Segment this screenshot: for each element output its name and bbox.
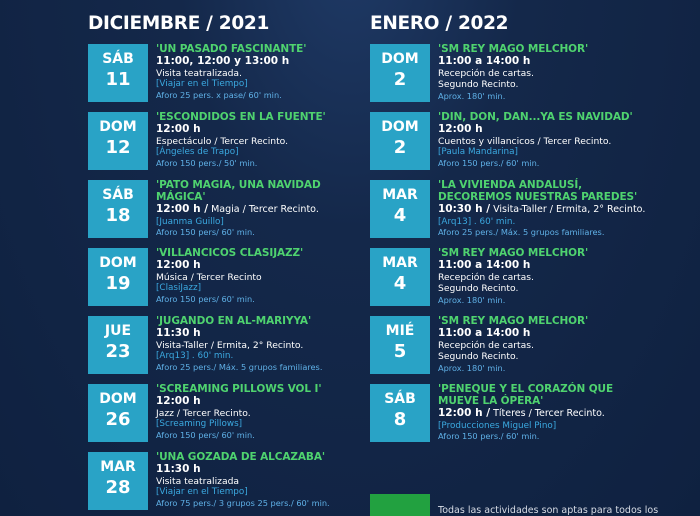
date-box: [88, 44, 148, 102]
event-info: [156, 43, 356, 100]
event-time-value: 12:00 h: [156, 259, 201, 271]
event-day-number: 5: [393, 341, 407, 362]
event-time-value: 11:00 a 14:00 h: [438, 55, 531, 67]
event-weekday: SÁB: [102, 187, 134, 203]
event-description: Recepción de cartas.: [438, 271, 534, 283]
event-time: [438, 259, 670, 272]
event-title: 'SCREAMING PILLOWS VOL I': [156, 383, 322, 395]
event-capacity: Aforo 150 pers./ 60' min.: [438, 431, 540, 441]
event-description: Visita teatralizada: [156, 475, 240, 487]
event-item: [370, 44, 670, 112]
event-title: 'UNA GOZADA DE ALCAZABA': [156, 451, 325, 463]
event-time-value: 12:00 h /: [438, 407, 491, 419]
event-title: 'SM REY MAGO MELCHOR': [438, 43, 589, 55]
event-time-value: 11:30 h: [156, 327, 201, 339]
month-heading: ENERO / 2022: [370, 13, 509, 34]
event-time: [156, 203, 356, 217]
event-item: [88, 112, 356, 180]
event-weekday: MAR: [100, 459, 136, 475]
event-description: Visita-Taller / Ermita, 2° Recinto.: [156, 339, 304, 351]
date-box: [88, 248, 148, 306]
event-company: [Producciones Miguel Pino]: [438, 420, 557, 431]
event-item: [370, 316, 670, 384]
event-day-number: 12: [105, 137, 131, 158]
event-day-number: 4: [393, 205, 407, 226]
event-time-value: 12:00 h: [156, 395, 201, 407]
event-description: Música / Tercer Recinto: [156, 271, 262, 283]
event-time: [438, 203, 670, 217]
event-time: [156, 395, 356, 408]
event-capacity: Aforo 150 pers./ 50' min.: [156, 157, 258, 168]
event-activity: Títeres / Tercer Recinto.: [490, 408, 605, 419]
event-info: [438, 179, 670, 238]
event-info: [438, 383, 670, 442]
event-time: [156, 327, 356, 340]
event-description: Recepción de cartas.: [438, 339, 534, 351]
event-title: 'LA VIVIENDA ANDALUSÍ,: [438, 179, 583, 191]
event-title: MÁGICA': [156, 191, 206, 203]
event-item: [370, 112, 670, 180]
event-item: [88, 248, 356, 316]
event-item: [370, 248, 670, 316]
event-capacity: Aforo 150 pers./ 60' min.: [438, 157, 540, 168]
event-title: 'VILLANCICOS CLASIJAZZ': [156, 247, 304, 259]
event-day-number: 26: [105, 409, 131, 430]
event-description: Visita teatralizada.: [156, 67, 242, 79]
event-title: 'DIN, DON, DAN...YA ES NAVIDAD': [438, 111, 633, 123]
event-info: [156, 315, 356, 372]
event-capacity: Aforo 25 pers./ Máx. 5 grupos familiares.: [156, 361, 323, 372]
event-weekday: MAR: [382, 187, 418, 203]
event-time-value: 11:30 h: [156, 463, 201, 475]
event-info: [156, 179, 356, 238]
event-info: [156, 383, 356, 440]
event-title: MUEVE LA ÓPERA': [438, 395, 544, 407]
event-time-value: 11:00, 12:00 y 13:00 h: [156, 55, 290, 67]
event-weekday: DOM: [381, 119, 419, 135]
event-day-number: 11: [105, 69, 131, 90]
event-day-number: 2: [393, 137, 407, 158]
event-weekday: DOM: [99, 391, 137, 407]
date-box: [88, 384, 148, 442]
event-time: [156, 463, 356, 476]
event-weekday: SÁB: [384, 391, 416, 407]
event-item: [370, 180, 670, 248]
date-box: [370, 180, 430, 238]
event-capacity: Aprox. 180' min.: [438, 90, 506, 101]
event-activity: Magia / Tercer Recinto.: [208, 204, 319, 215]
event-weekday: MIÉ: [385, 323, 415, 339]
date-box: [88, 180, 148, 238]
event-time: [156, 259, 356, 272]
event-description: Jazz / Tercer Recinto.: [156, 407, 251, 419]
month-heading: DICIEMBRE / 2021: [88, 13, 270, 34]
date-box: [88, 316, 148, 374]
date-box: [370, 384, 430, 442]
event-title: 'JUGANDO EN AL-MARIYYA': [156, 315, 312, 327]
event-description: Recepción de cartas.: [438, 67, 534, 79]
event-company: [Viajar en el Tiempo]: [156, 487, 248, 497]
event-time-value: 11:00 a 14:00 h: [438, 259, 531, 271]
event-weekday: DOM: [99, 119, 137, 135]
event-day-number: 19: [105, 273, 131, 294]
event-capacity: Aforo 25 pers. x pase/ 60' min.: [156, 89, 282, 100]
event-capacity: Aforo 75 pers./ 3 grupos 25 pers./ 60' min.: [156, 497, 330, 508]
event-time-value: 12:00 h: [156, 123, 201, 135]
event-day-number: 8: [393, 409, 407, 430]
event-company: [Juanma Guillo]: [156, 216, 224, 227]
event-day-number: 18: [105, 205, 131, 226]
event-info: [156, 247, 356, 304]
event-day-number: 4: [393, 273, 407, 294]
event-description: Cuentos y villancicos / Tercer Recinto.: [438, 135, 612, 147]
event-capacity: Aprox. 180' min.: [438, 294, 506, 305]
event-time: [156, 55, 356, 68]
event-title: 'ESCONDIDOS EN LA FUENTE': [156, 111, 326, 123]
date-box: [370, 44, 430, 102]
event-info: [438, 315, 670, 373]
event-info: [438, 247, 670, 305]
event-weekday: SÁB: [102, 51, 134, 67]
event-title: DECOREMOS NUESTRAS PAREDES': [438, 191, 638, 203]
event-capacity: Aprox. 180' min.: [438, 362, 506, 373]
event-weekday: DOM: [381, 51, 419, 67]
event-description: Segundo Recinto.: [438, 283, 519, 294]
event-weekday: JUE: [104, 323, 132, 339]
date-box: [370, 112, 430, 170]
event-title: 'UN PASADO FASCINANTE': [156, 43, 307, 55]
footer-badge: [370, 494, 430, 516]
event-info: [156, 111, 356, 168]
event-weekday: DOM: [99, 255, 137, 271]
event-title: 'PENEQUE Y EL CORAZÓN QUE: [438, 383, 614, 395]
event-item: [88, 452, 356, 516]
event-time: [438, 407, 670, 421]
event-time: [156, 123, 356, 136]
footer-note: Todas las actividades son aptas para todos los: [438, 505, 659, 516]
event-description: Segundo Recinto.: [438, 351, 519, 362]
event-title: 'PATO MAGIA, UNA NAVIDAD: [156, 179, 321, 191]
event-time-value: 12:00 h /: [156, 203, 209, 215]
january-column: [370, 0, 670, 452]
event-company: [Arq13] . 60' min.: [156, 351, 234, 361]
event-description: Segundo Recinto.: [438, 79, 519, 90]
event-company: [ClasiJazz]: [156, 283, 202, 293]
date-box: [88, 112, 148, 170]
event-weekday: MAR: [382, 255, 418, 271]
event-time-value: 11:00 a 14:00 h: [438, 327, 531, 339]
event-day-number: 23: [105, 341, 131, 362]
event-item: [370, 384, 670, 452]
event-company: [Paula Mandarina]: [438, 147, 518, 157]
event-capacity: Aforo 150 pers/ 60' min.: [156, 429, 255, 440]
event-info: [156, 451, 356, 508]
event-time-value: 12:00 h: [438, 123, 483, 135]
event-company: [Arq13] . 60' min.: [438, 216, 516, 227]
event-title: 'SM REY MAGO MELCHOR': [438, 247, 589, 259]
event-description: Espectáculo / Tercer Recinto.: [156, 135, 289, 147]
event-capacity: Aforo 150 pers/ 60' min.: [156, 293, 255, 304]
event-activity: Visita-Taller / Ermita, 2° Recinto.: [490, 204, 646, 215]
date-box: [88, 452, 148, 510]
event-list: [88, 44, 356, 516]
event-list: [370, 44, 670, 452]
event-item: [88, 180, 356, 248]
december-column: [88, 0, 356, 516]
event-day-number: 28: [105, 477, 131, 498]
event-company: [Viajar en el Tiempo]: [156, 79, 248, 89]
event-item: [88, 44, 356, 112]
event-item: [88, 384, 356, 452]
event-capacity: Aforo 25 pers./ Máx. 5 grupos familiares.: [438, 227, 605, 237]
event-day-number: 2: [393, 69, 407, 90]
event-time: [438, 123, 670, 136]
event-info: [438, 111, 670, 168]
event-time: [438, 327, 670, 340]
event-item: [88, 316, 356, 384]
event-info: [438, 43, 670, 101]
event-company: [Ángeles de Trapo]: [156, 147, 239, 157]
event-title: 'SM REY MAGO MELCHOR': [438, 315, 589, 327]
event-capacity: Aforo 150 pers/ 60' min.: [156, 227, 255, 237]
event-company: [Screaming Pillows]: [156, 419, 243, 429]
date-box: [370, 248, 430, 306]
event-time: [438, 55, 670, 68]
event-time-value: 10:30 h /: [438, 203, 491, 215]
date-box: [370, 316, 430, 374]
